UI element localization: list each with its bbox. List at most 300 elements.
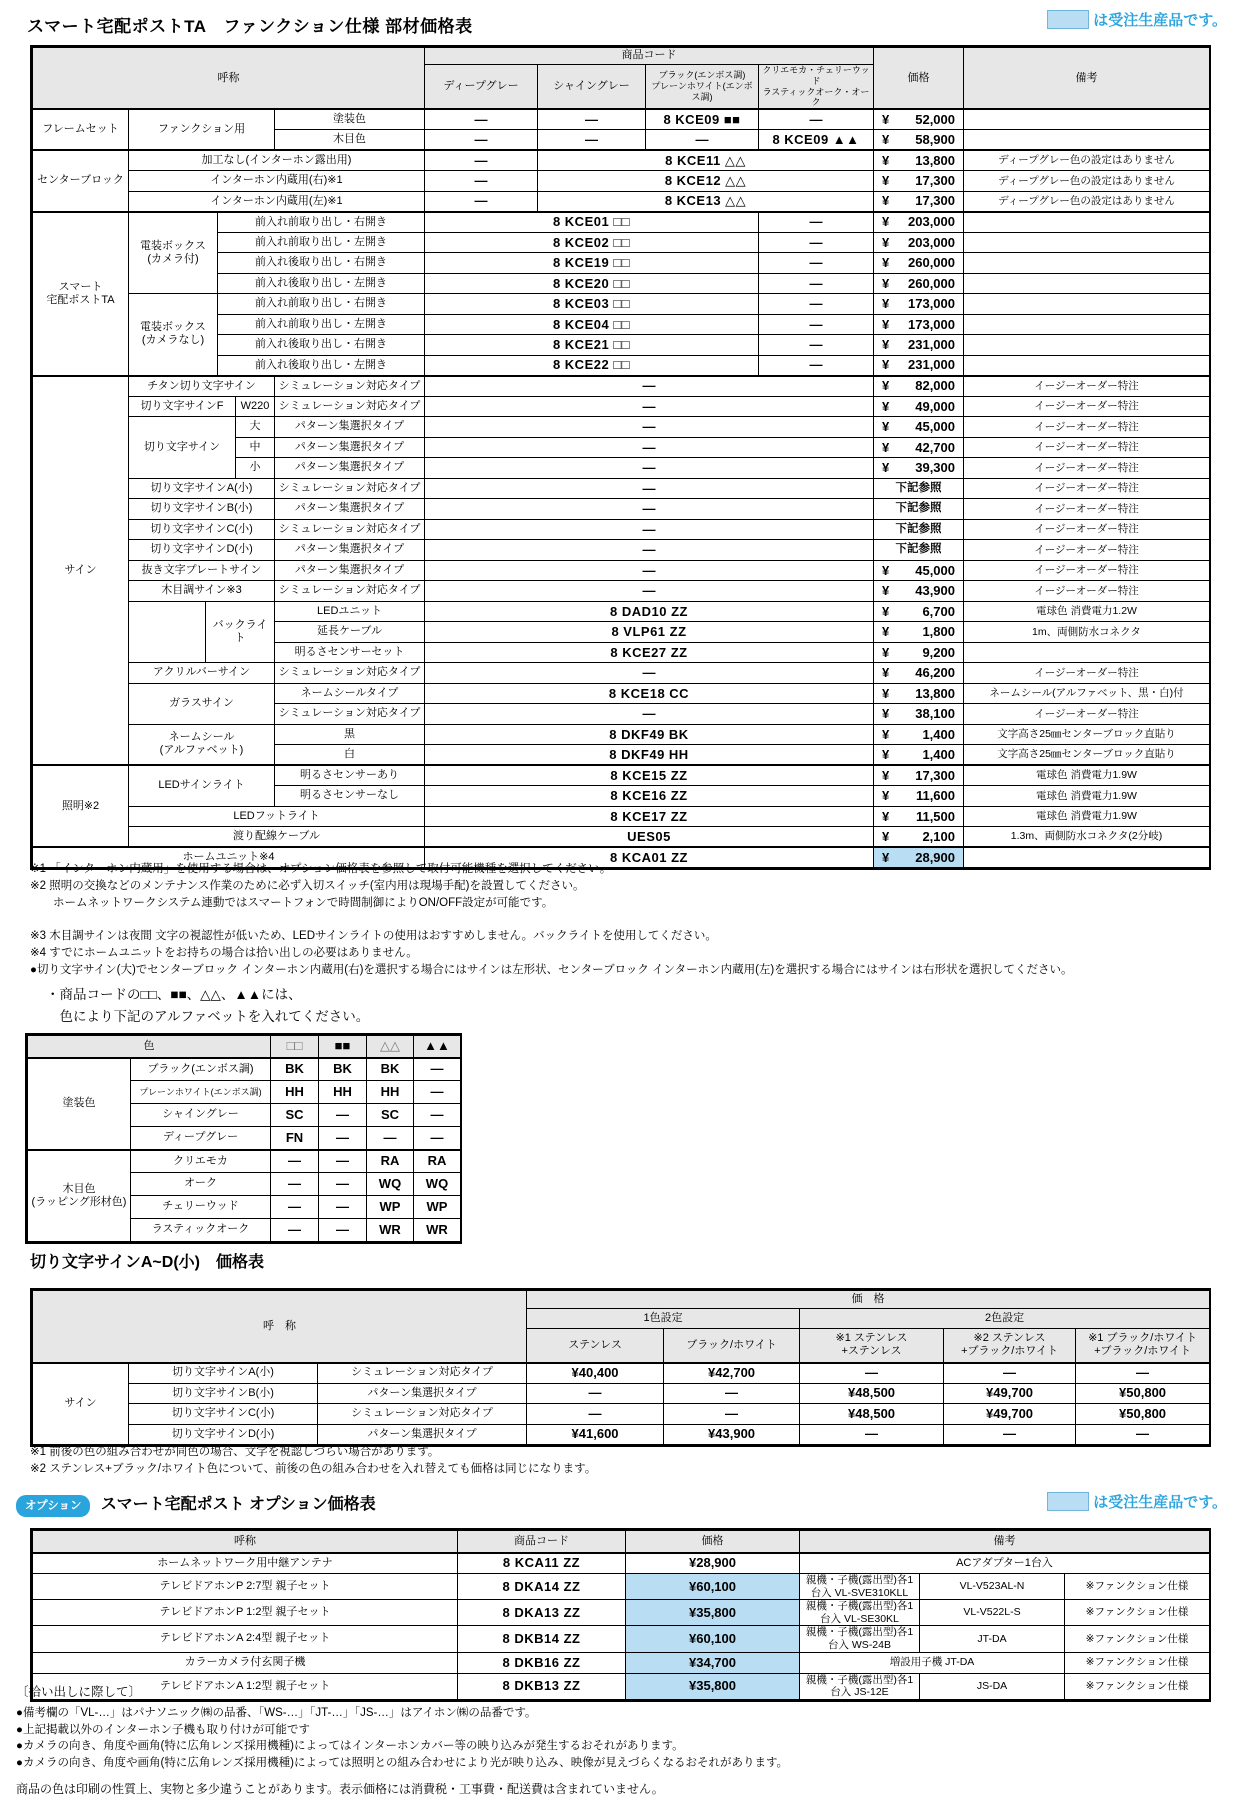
cell: 切り文字サインB(小)	[129, 499, 275, 520]
table-row	[33, 1673, 1210, 1699]
cell	[874, 560, 964, 581]
price-value: ¥ 11,500	[882, 808, 955, 824]
option-price-table	[32, 1530, 1210, 1700]
header-cell: 備考	[964, 48, 1210, 110]
price-value: ¥ 1,800	[882, 624, 955, 640]
table-row	[33, 806, 1210, 827]
header-cell: ディープグレー	[425, 65, 538, 110]
table-row	[33, 1626, 1210, 1652]
color-code-table-wrap	[25, 1033, 462, 1244]
cell: 8 KCE09 ▲▲	[759, 130, 874, 151]
cell: ―	[319, 1173, 367, 1196]
cell: 8 KCE03 □□	[425, 294, 759, 315]
price-value: ¥ 82,000	[882, 378, 955, 394]
table-row	[33, 540, 1210, 561]
cell: イージーオーダー特注	[964, 581, 1210, 602]
cell	[874, 806, 964, 827]
cell: ―	[425, 417, 874, 438]
note-line: ●カメラの向き、角度や画角(特に広角レンズ採用機種)によっては照明との組み合わせにより光が映り込み、映像が見えづらくなるおそれがあります。	[16, 1756, 789, 1769]
cell: 親機・子機(露出型)各1台入 VL-SE30KL	[800, 1600, 920, 1626]
cell: ―	[759, 335, 874, 356]
cell: ―	[759, 294, 874, 315]
table-row	[33, 212, 1210, 233]
header-cell: ※1 ブラック/ホワイト +ブラック/ホワイト	[1076, 1329, 1210, 1363]
cell: WR	[367, 1219, 414, 1242]
note-line: ※3 木目調サインは夜間 文字の視認性が低いため、LEDサインライトの使用はおすすめしません。バックライトを使用してください。	[30, 930, 717, 942]
cell	[964, 335, 1210, 356]
cell: イージーオーダー特注	[964, 458, 1210, 479]
cell: 下記参照	[874, 540, 964, 561]
cell: 8 KCE01 □□	[425, 212, 759, 233]
cell	[874, 396, 964, 417]
cell: ¥40,400	[527, 1363, 664, 1384]
cell: ―	[425, 499, 874, 520]
cell	[874, 663, 964, 684]
table-row	[33, 1574, 1210, 1600]
cell: WQ	[367, 1173, 414, 1196]
header-cell: 価格	[626, 1531, 800, 1553]
cell: ¥41,600	[527, 1424, 664, 1445]
cell: 8 KCE18 CC	[425, 683, 874, 704]
made-to-order-legend-top	[1047, 9, 1227, 30]
cell: パターン集選択タイプ	[318, 1383, 527, 1404]
cell: 8 DKB16 ZZ	[458, 1652, 626, 1673]
price-value: ¥ 39,300	[882, 460, 955, 476]
cell: 1.3m、両側防水コネクタ(2分岐)	[964, 827, 1210, 848]
cell	[964, 253, 1210, 274]
cell: 木目色 (ラッピング形材色)	[28, 1150, 131, 1242]
cell: 増設用子機 JT-DA	[800, 1652, 1065, 1673]
cell: ―	[425, 663, 874, 684]
note-line: ●備考欄の「VL-…」はパナソニック㈱の品番、「WS-…」「JT-…」「JS-…」はアイホン㈱の品番です。	[16, 1707, 537, 1719]
note-line: ※1 前後の色の組み合わせが同色の場合、文字を視認しづらい場合があります。	[30, 1446, 440, 1458]
cell	[874, 745, 964, 766]
cell: オーク	[131, 1173, 271, 1196]
price-value: ¥ 17,300	[882, 173, 955, 189]
cell: ―	[759, 314, 874, 335]
cell: 8 KCE12 △△	[538, 171, 874, 192]
cell: 木目色	[275, 130, 425, 151]
price-value: ¥ 52,000	[882, 111, 955, 127]
cell: ―	[414, 1127, 461, 1150]
header-cell: 価格	[874, 48, 964, 110]
cell: ―	[759, 355, 874, 376]
cell: ―	[425, 519, 874, 540]
table-header-row	[33, 1531, 1210, 1553]
cell: ―	[271, 1196, 319, 1219]
cell: BK	[319, 1058, 367, 1081]
cell: シミュレーション対応タイプ	[318, 1404, 527, 1425]
cell: サイン	[33, 376, 129, 766]
cell: ファンクション用	[129, 109, 275, 150]
cell: 8 KCE21 □□	[425, 335, 759, 356]
header-cell: クリエモカ・チェリーウッド ラスティックオーク・オーク	[759, 65, 874, 110]
cell: 渡り配線ケーブル	[129, 827, 425, 848]
cell: ―	[319, 1196, 367, 1219]
cell: 切り文字サインC(小)	[129, 519, 275, 540]
cell: 8 KCE02 □□	[425, 232, 759, 253]
cell: パターン集選択タイプ	[318, 1424, 527, 1445]
table-row	[33, 601, 1210, 622]
price-value: ¥ 1,400	[882, 746, 955, 762]
cell: ¥60,100	[626, 1574, 800, 1600]
cell: 明るさセンサーあり	[275, 765, 425, 786]
cell: HH	[367, 1081, 414, 1104]
cell: HH	[319, 1081, 367, 1104]
price-value: ¥ 173,000	[882, 296, 955, 312]
cell: 親機・子機(露出型)各1台入 VL-SVE310KLL	[800, 1574, 920, 1600]
table-row	[33, 765, 1210, 786]
cell	[964, 109, 1210, 130]
cell	[874, 827, 964, 848]
price-value: ¥ 45,000	[882, 419, 955, 435]
cell: アクリルバーサイン	[129, 663, 275, 684]
cell: 切り文字サインA(小)	[129, 478, 275, 499]
cell: JT-DA	[920, 1626, 1065, 1652]
cell: WR	[414, 1219, 461, 1242]
cell: ―	[425, 109, 538, 130]
cell: ―	[1076, 1363, 1210, 1384]
cell: ―	[271, 1219, 319, 1242]
table-row	[33, 1363, 1210, 1384]
cell: ―	[944, 1424, 1076, 1445]
cell	[964, 294, 1210, 315]
table-row	[33, 109, 1210, 130]
cell: 8 DKF49 BK	[425, 724, 874, 745]
cell: 8 KCE16 ZZ	[425, 786, 874, 807]
cell: ―	[759, 232, 874, 253]
table-row	[33, 1404, 1210, 1425]
table-row	[33, 1383, 1210, 1404]
cell: ―	[425, 171, 538, 192]
cell: 8 KCE22 □□	[425, 355, 759, 376]
cell: ¥34,700	[626, 1652, 800, 1673]
cell	[874, 704, 964, 725]
cell	[964, 355, 1210, 376]
cell: 加工なし(インターホン露出用)	[129, 150, 425, 171]
header-cell: ■■	[319, 1036, 367, 1058]
price-value: ¥ 46,200	[882, 665, 955, 681]
cell: 8 KCE04 □□	[425, 314, 759, 335]
cell: センターブロック	[33, 150, 129, 212]
header-cell: 呼 称	[33, 1291, 527, 1363]
header-cell: △△	[367, 1036, 414, 1058]
table-row	[33, 663, 1210, 684]
cell: チタン切り文字サイン	[129, 376, 275, 397]
header-cell: ※1 ステンレス +ステンレス	[800, 1329, 944, 1363]
cell: BK	[271, 1058, 319, 1081]
cell: ―	[319, 1127, 367, 1150]
cell: ¥48,500	[800, 1383, 944, 1404]
cell: ¥60,100	[626, 1626, 800, 1652]
table-row	[33, 1652, 1210, 1673]
cell: ―	[425, 458, 874, 479]
cell: SC	[271, 1104, 319, 1127]
cell: ―	[425, 704, 874, 725]
cell: パターン集選択タイプ	[275, 417, 425, 438]
cell	[964, 212, 1210, 233]
cell	[874, 683, 964, 704]
cell: 前入れ前取り出し・右開き	[218, 294, 425, 315]
cell: JS-DA	[920, 1673, 1065, 1699]
note-line: ※2 照明の交換などのメンテナンス作業のために必ず入切スイッチ(室内用は現場手配)を設置してください。	[30, 880, 585, 892]
cell: ―	[425, 396, 874, 417]
cell: 切り文字サインC(小)	[129, 1404, 318, 1425]
cell: ―	[425, 130, 538, 151]
table-row	[33, 396, 1210, 417]
light-blue-swatch	[1047, 10, 1089, 29]
cell	[874, 458, 964, 479]
footer-heading: 〔拾い出しに際して〕	[16, 1685, 142, 1699]
cell: 切り文字サイン	[129, 417, 236, 479]
cell: テレビドアホンA 1:2型 親子セット	[33, 1673, 458, 1699]
cell: 文字高さ25㎜センターブロック直貼り	[964, 745, 1210, 766]
cell	[874, 376, 964, 397]
cell: ¥35,800	[626, 1600, 800, 1626]
cell	[874, 642, 964, 663]
option-price-table-wrap	[30, 1528, 1211, 1702]
table-header-row	[33, 1291, 1210, 1309]
cell: シミュレーション対応タイプ	[275, 704, 425, 725]
cell: RA	[367, 1150, 414, 1173]
cell: イージーオーダー特注	[964, 540, 1210, 561]
header-cell: 商品コード	[458, 1531, 626, 1553]
price-value: ¥ 28,900	[882, 849, 955, 865]
cell: カラーカメラ付玄関子機	[33, 1652, 458, 1673]
option-badge: オプション	[16, 1495, 90, 1517]
cell: 8 KCE13 △△	[538, 191, 874, 212]
cell: 前入れ後取り出し・右開き	[218, 253, 425, 274]
price-value: ¥ 6,700	[882, 603, 955, 619]
cell	[874, 622, 964, 643]
cell	[964, 232, 1210, 253]
cell: WP	[367, 1196, 414, 1219]
cell: LEDフットライト	[129, 806, 425, 827]
cell: ディープグレー	[131, 1127, 271, 1150]
cell: ¥43,900	[664, 1424, 800, 1445]
cell	[874, 355, 964, 376]
cell: ―	[800, 1424, 944, 1445]
cell: ―	[800, 1363, 944, 1384]
cell: ―	[425, 540, 874, 561]
cell: プレーンホワイト(エンボス調)	[131, 1081, 271, 1104]
cell: テレビドアホンP 1:2型 親子セット	[33, 1600, 458, 1626]
cell: ¥50,800	[1076, 1404, 1210, 1425]
table-header-row	[33, 48, 1210, 65]
cell: 電装ボックス (カメラ付)	[129, 212, 218, 294]
color-code-table	[27, 1035, 461, 1242]
cell: 明るさセンサーセット	[275, 642, 425, 663]
cell: 切り文字サインB(小)	[129, 1383, 318, 1404]
cell: 1m、両側防水コネクタ	[964, 622, 1210, 643]
cell: ―	[944, 1363, 1076, 1384]
cell: ―	[414, 1104, 461, 1127]
cell: ホームユニット※4	[33, 847, 425, 868]
cell: 8 DKA14 ZZ	[458, 1574, 626, 1600]
cell: パターン集選択タイプ	[275, 560, 425, 581]
cell	[874, 335, 964, 356]
cell: 前入れ前取り出し・右開き	[218, 212, 425, 233]
cell: 前入れ前取り出し・左開き	[218, 232, 425, 253]
cell: 文字高さ25㎜センターブロック直貼り	[964, 724, 1210, 745]
cell: 中	[236, 437, 275, 458]
cell: W220	[236, 396, 275, 417]
note-line: ホームネットワークシステム連動ではスマートフォンで時間制御によりON/OFF設定が可能です。	[30, 897, 554, 909]
price-value: ¥ 203,000	[882, 234, 955, 250]
note-line: 色により下記のアルファベットを入れてください。	[46, 1009, 370, 1024]
table-row	[33, 724, 1210, 745]
price-value: ¥ 13,800	[882, 152, 955, 168]
cell	[874, 232, 964, 253]
cell: 前入れ前取り出し・左開き	[218, 314, 425, 335]
header-cell: 1色設定	[527, 1309, 800, 1329]
cell	[874, 786, 964, 807]
cell: ―	[538, 109, 646, 130]
cell	[874, 253, 964, 274]
parts-price-table	[32, 47, 1210, 868]
cell: BK	[367, 1058, 414, 1081]
header-cell: ブラック/ホワイト	[664, 1329, 800, 1363]
cell	[874, 581, 964, 602]
cell: ¥42,700	[664, 1363, 800, 1384]
cell: ¥49,700	[944, 1404, 1076, 1425]
cell: イージーオーダー特注	[964, 376, 1210, 397]
cell: 白	[275, 745, 425, 766]
cell	[964, 642, 1210, 663]
cell: 電装ボックス (カメラなし)	[129, 294, 218, 376]
cell: 切り文字サインA(小)	[129, 1363, 318, 1384]
cell: シミュレーション対応タイプ	[275, 478, 425, 499]
cell: 8 KCE15 ZZ	[425, 765, 874, 786]
table-header-row	[28, 1036, 461, 1058]
cell: シミュレーション対応タイプ	[275, 396, 425, 417]
table-row	[33, 499, 1210, 520]
cell: ―	[425, 437, 874, 458]
cell: 下記参照	[874, 478, 964, 499]
cell: HH	[271, 1081, 319, 1104]
cell: SC	[367, 1104, 414, 1127]
cell: ―	[527, 1404, 664, 1425]
table-row	[33, 294, 1210, 315]
cell	[874, 294, 964, 315]
cell: ―	[759, 253, 874, 274]
cell: ネームシール(アルファベット、黒・白)付	[964, 683, 1210, 704]
cell: ―	[759, 273, 874, 294]
header-cell: 呼称	[33, 48, 425, 110]
cell	[874, 437, 964, 458]
cell: 電球色 消費電力1.9W	[964, 765, 1210, 786]
sign-table-title: 切り文字サインA~D(小) 価格表	[30, 1254, 264, 1271]
header-cell: 商品コード	[425, 48, 874, 65]
cell: ―	[664, 1404, 800, 1425]
cell: ディープグレー色の設定はありません	[964, 150, 1210, 171]
table-row	[28, 1058, 461, 1081]
cell: ¥28,900	[626, 1553, 800, 1574]
cell: ネームシール (アルファベット)	[129, 724, 275, 765]
cell: パターン集選択タイプ	[275, 540, 425, 561]
cell: チェリーウッド	[131, 1196, 271, 1219]
cell: サイン	[33, 1363, 129, 1445]
cell: ―	[319, 1219, 367, 1242]
price-value: ¥ 17,300	[882, 193, 955, 209]
cell: ラスティックオーク	[131, 1219, 271, 1242]
cell: ホームネットワーク用中継アンテナ	[33, 1553, 458, 1574]
footer-disclaimer: 商品の色は印刷の性質上、実物と多少違うことがあります。表示価格には消費税・工事費・配送費は含まれていません。	[16, 1782, 664, 1796]
table-row	[33, 519, 1210, 540]
cell: ブラック(エンボス調)	[131, 1058, 271, 1081]
cell: 8 DKF49 HH	[425, 745, 874, 766]
header-cell: □□	[271, 1036, 319, 1058]
price-value: ¥ 38,100	[882, 706, 955, 722]
price-value: ¥ 9,200	[882, 644, 955, 660]
note-line: ※2 ステンレス+ブラック/ホワイト色について、前後の色の組み合わせを入れ替えても価格は同じになります。	[30, 1463, 597, 1475]
cell: WQ	[414, 1173, 461, 1196]
table-row	[33, 417, 1210, 438]
cell: 8 DKA13 ZZ	[458, 1600, 626, 1626]
note-line: ・商品コードの□□、■■、△△、▲▲には、	[46, 987, 302, 1002]
price-value: ¥ 173,000	[882, 316, 955, 332]
table-row	[33, 171, 1210, 192]
cell: 8 KCE19 □□	[425, 253, 759, 274]
cell: イージーオーダー特注	[964, 478, 1210, 499]
cell: イージーオーダー特注	[964, 663, 1210, 684]
cell: ―	[414, 1058, 461, 1081]
price-value: ¥ 2,100	[882, 828, 955, 844]
cell: 8 KCE27 ZZ	[425, 642, 874, 663]
cell: ※ファンクション仕様	[1065, 1574, 1210, 1600]
cell: 8 VLP61 ZZ	[425, 622, 874, 643]
cell: パターン集選択タイプ	[275, 437, 425, 458]
cell	[874, 765, 964, 786]
cell: パターン集選択タイプ	[275, 499, 425, 520]
cell: ―	[759, 212, 874, 233]
cell	[964, 130, 1210, 151]
note-line: ※4 すでにホームユニットをお持ちの場合は拾い出しの必要はありません。	[30, 947, 418, 959]
header-cell: ▲▲	[414, 1036, 461, 1058]
cell: ―	[425, 478, 874, 499]
cell: インターホン内蔵用(左)※1	[129, 191, 425, 212]
cell: 電球色 消費電力1.9W	[964, 806, 1210, 827]
price-value: ¥ 42,700	[882, 439, 955, 455]
cell: イージーオーダー特注	[964, 499, 1210, 520]
cell	[874, 150, 964, 171]
cell	[874, 314, 964, 335]
cell: ―	[425, 581, 874, 602]
cell: バックライト	[206, 601, 275, 663]
price-value: ¥ 45,000	[882, 562, 955, 578]
cell: 黒	[275, 724, 425, 745]
cell: シミュレーション対応タイプ	[275, 519, 425, 540]
price-value: ¥ 260,000	[882, 255, 955, 271]
cell: 8 KCE17 ZZ	[425, 806, 874, 827]
cell: ―	[527, 1383, 664, 1404]
cell: ¥49,700	[944, 1383, 1076, 1404]
main-notes-b	[30, 928, 1072, 979]
cell: ※ファンクション仕様	[1065, 1652, 1210, 1673]
cell: テレビドアホンP 2:7型 親子セット	[33, 1574, 458, 1600]
price-value: ¥ 260,000	[882, 275, 955, 291]
cell: 切り文字サインF	[129, 396, 236, 417]
cell: テレビドアホンA 2:4型 親子セット	[33, 1626, 458, 1652]
cell	[874, 191, 964, 212]
cell: ¥48,500	[800, 1404, 944, 1425]
cell	[874, 130, 964, 151]
made-to-order-legend-options	[1047, 1491, 1227, 1512]
cell: 塗装色	[28, 1058, 131, 1150]
cell: WP	[414, 1196, 461, 1219]
cell: シミュレーション対応タイプ	[275, 663, 425, 684]
cell: LEDユニット	[275, 601, 425, 622]
